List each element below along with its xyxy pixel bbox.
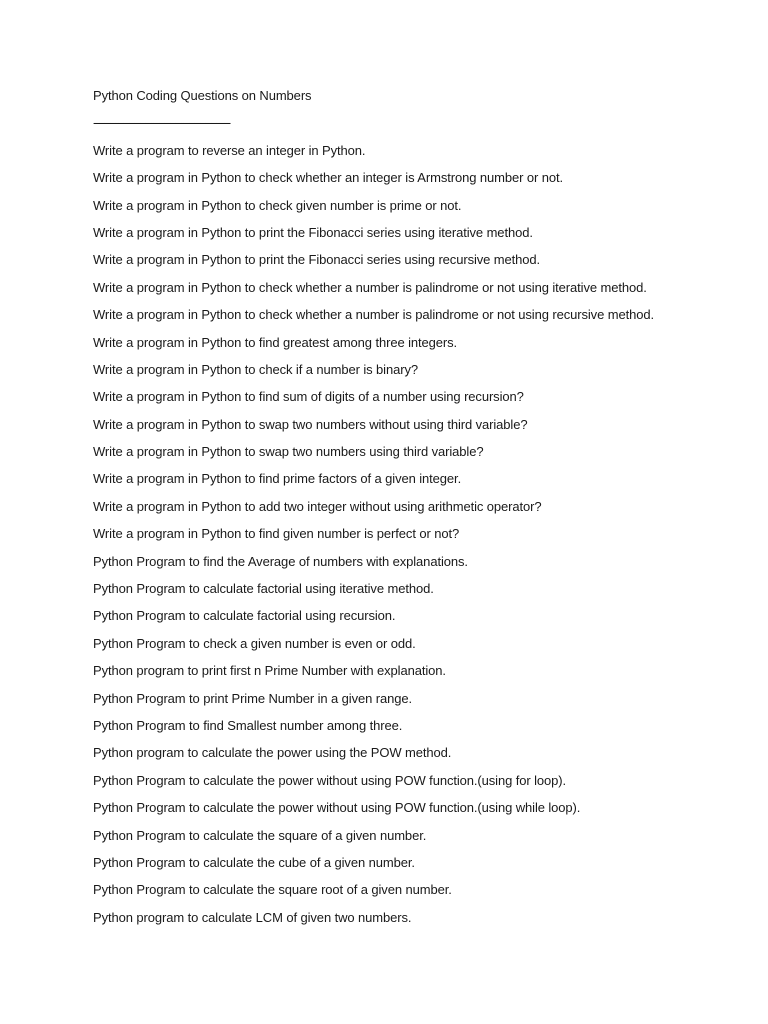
question-item: Write a program in Python to check given number is prime or not.: [93, 197, 462, 213]
question-item: Write a program in Python to find greatest among three integers.: [93, 334, 458, 350]
question-item: Python Program to find the Average of numbers with explanations.: [93, 553, 468, 569]
question-item: Python program to calculate the power using the POW method.: [93, 745, 452, 761]
question-item: Write a program in Python to check whether a number is palindrome or not using iterative method.: [93, 279, 647, 295]
question-item: Python program to calculate LCM of given two numbers.: [93, 909, 412, 925]
question-item: Python Program to calculate the square root of a given number.: [93, 882, 452, 898]
document-title: Python Coding Questions on Numbers: [93, 88, 312, 103]
document-body: [93, 87, 733, 936]
question-item: Write a program to reverse an integer in Python.: [93, 142, 366, 158]
question-item: Write a program in Python to check whether a number is palindrome or not using recursive method.: [93, 307, 654, 323]
question-item: Write a program in Python to swap two numbers using third variable?: [93, 444, 484, 460]
question-item: Write a program in Python to find sum of digits of a number using recursion?: [93, 389, 524, 405]
question-item: Write a program in Python to find given number is perfect or not?: [93, 526, 460, 542]
question-item: Write a program in Python to swap two numbers without using third variable?: [93, 416, 528, 432]
question-item: Write a program in Python to check whether an integer is Armstrong number or not.: [93, 170, 563, 186]
question-item: Python Program to print Prime Number in a given range.: [93, 690, 413, 706]
question-item: Python Program to find Smallest number among three.: [93, 717, 403, 733]
question-item: Python Program to calculate the cube of a given number.: [93, 854, 415, 870]
question-item: Python program to print first n Prime Number with explanation.: [93, 663, 446, 679]
question-item: Python Program to calculate the power without using POW function.(using for loop).: [93, 772, 567, 788]
question-item: Python Program to calculate factorial using recursion.: [93, 608, 396, 624]
question-item: Write a program in Python to add two integer without using arithmetic operator?: [93, 498, 542, 514]
question-item: Write a program in Python to print the Fibonacci series using recursive method.: [93, 252, 541, 268]
question-item: Python Program to calculate the square of a given number.: [93, 827, 427, 843]
question-item: Python Program to check a given number is even or odd.: [93, 635, 416, 651]
question-item: Python Program to calculate the power without using POW function.(using while loop).: [93, 800, 581, 816]
separator-line: --------------------------------------------------: [93, 115, 230, 131]
question-item: Write a program in Python to print the Fibonacci series using iterative method.: [93, 224, 533, 240]
question-item: Write a program in Python to find prime factors of a given integer.: [93, 471, 462, 487]
question-item: Write a program in Python to check if a number is binary?: [93, 361, 418, 377]
question-item: Python Program to calculate factorial using iterative method.: [93, 581, 434, 597]
question-list: [93, 142, 733, 936]
